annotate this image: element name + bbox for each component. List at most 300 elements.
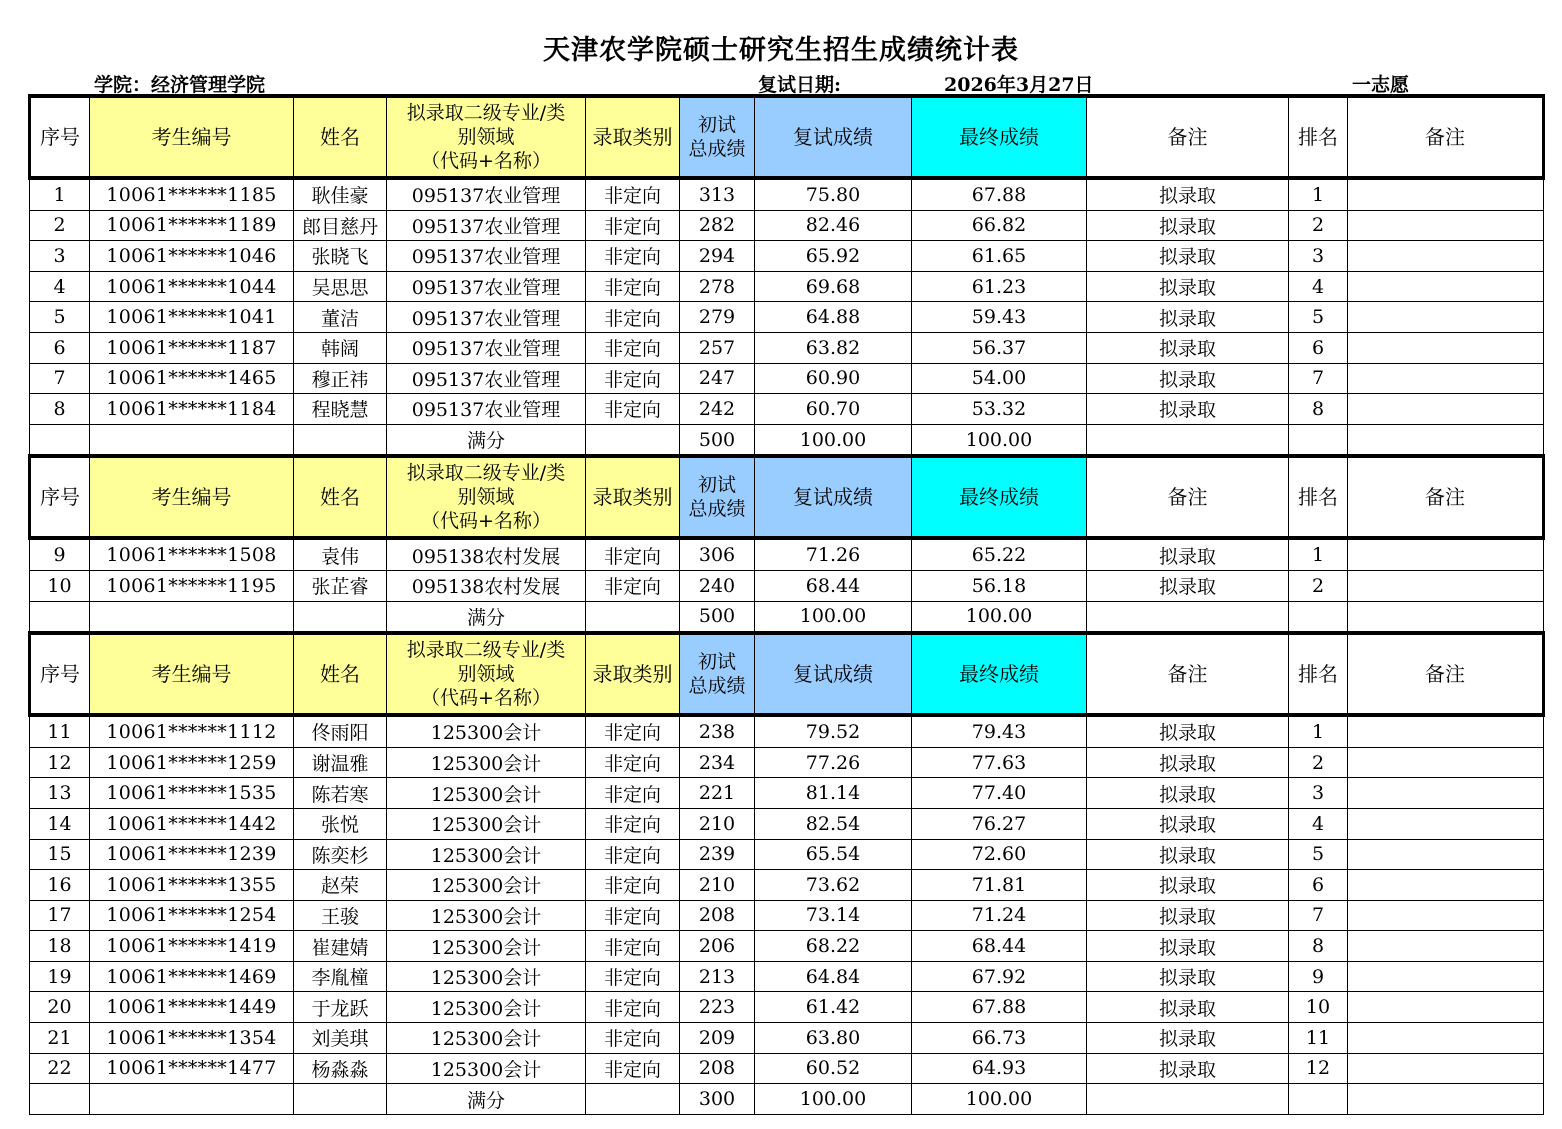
name-cell: 董洁 xyxy=(294,302,387,333)
header-final-text: 最终成绩 xyxy=(959,124,1039,149)
retest-score-cell: 60.70 xyxy=(755,394,912,425)
candidate-id-cell: 10061******1508 xyxy=(90,538,294,570)
header-admission-type xyxy=(586,456,680,538)
seq-cell: 13 xyxy=(30,778,90,809)
candidate-id-cell: 10061******1044 xyxy=(90,271,294,302)
admission-type-cell: 非定向 xyxy=(586,747,680,778)
full-score-retest-cell: 100.00 xyxy=(755,601,912,633)
remark-cell: 拟录取 xyxy=(1087,900,1289,931)
final-score-cell: 67.88 xyxy=(912,992,1087,1023)
empty-cell xyxy=(294,601,387,633)
table-row xyxy=(30,178,1544,210)
name-cell: 谢温雅 xyxy=(294,747,387,778)
initial-score-cell: 210 xyxy=(680,808,755,839)
header-init-line1: 初试 xyxy=(697,651,736,674)
final-score-cell: 77.40 xyxy=(912,778,1087,809)
header-specialty xyxy=(387,456,586,538)
empty-cell xyxy=(586,424,680,456)
specialty-cell: 125300会计 xyxy=(387,931,586,962)
initial-score-cell: 242 xyxy=(680,394,755,425)
candidate-id-cell: 10061******1535 xyxy=(90,778,294,809)
table-row xyxy=(30,870,1544,901)
header-candidate-id xyxy=(90,633,294,715)
admission-type-cell: 非定向 xyxy=(586,363,680,394)
remark-cell: 拟录取 xyxy=(1087,271,1289,302)
table-row xyxy=(30,241,1544,272)
remark2-cell xyxy=(1348,1053,1544,1084)
full-score-final-cell: 100.00 xyxy=(912,601,1087,633)
specialty-cell: 125300会计 xyxy=(387,992,586,1023)
header-rank-text: 排名 xyxy=(1298,484,1338,509)
initial-score-cell: 210 xyxy=(680,870,755,901)
college-label: 学院：经济管理学院 xyxy=(94,74,266,96)
page-title: 天津农学院硕士研究生招生成绩统计表 xyxy=(543,35,1019,66)
remark-cell: 拟录取 xyxy=(1087,961,1289,992)
empty-cell xyxy=(90,424,294,456)
header-row xyxy=(30,456,1544,538)
header-admission-type xyxy=(586,633,680,715)
header-candidate-id xyxy=(90,96,294,178)
table-row xyxy=(30,808,1544,839)
initial-score-cell: 278 xyxy=(680,271,755,302)
seq-cell: 19 xyxy=(30,961,90,992)
full-score-row xyxy=(30,424,1544,456)
table-row xyxy=(30,747,1544,778)
rank-cell: 8 xyxy=(1289,931,1348,962)
final-score-cell: 59.43 xyxy=(912,302,1087,333)
final-score-cell: 71.24 xyxy=(912,900,1087,931)
remark-cell: 拟录取 xyxy=(1087,1053,1289,1084)
empty-cell xyxy=(1348,1084,1544,1115)
empty-cell xyxy=(1348,424,1544,456)
name-cell: 张芷睿 xyxy=(294,570,387,601)
header-rank xyxy=(1289,456,1348,538)
remark-cell: 拟录取 xyxy=(1087,839,1289,870)
header-spec-line2: 别领域 xyxy=(457,486,515,509)
header-final-score xyxy=(912,96,1087,178)
header-name-text: 姓名 xyxy=(320,661,360,686)
remark2-cell xyxy=(1348,992,1544,1023)
seq-cell: 8 xyxy=(30,394,90,425)
remark-cell: 拟录取 xyxy=(1087,778,1289,809)
rank-cell: 7 xyxy=(1289,900,1348,931)
retest-score-cell: 63.82 xyxy=(755,332,912,363)
candidate-id-cell: 10061******1419 xyxy=(90,931,294,962)
rank-cell: 9 xyxy=(1289,961,1348,992)
admission-type-cell: 非定向 xyxy=(586,900,680,931)
name-cell: 耿佳豪 xyxy=(294,178,387,210)
candidate-id-cell: 10061******1046 xyxy=(90,241,294,272)
admission-type-cell: 非定向 xyxy=(586,961,680,992)
header-final-text: 最终成绩 xyxy=(959,484,1039,509)
empty-cell xyxy=(1348,601,1544,633)
retest-score-cell: 71.26 xyxy=(755,538,912,570)
header-remark xyxy=(1087,456,1289,538)
initial-score-cell: 240 xyxy=(680,570,755,601)
admission-type-cell: 非定向 xyxy=(586,778,680,809)
score-table xyxy=(28,94,1545,1115)
admission-type-cell: 非定向 xyxy=(586,931,680,962)
retest-date-value: 2026年3月27日 xyxy=(944,74,1094,96)
seq-cell: 2 xyxy=(30,210,90,241)
header-initial-score xyxy=(680,456,755,538)
remark2-cell xyxy=(1348,302,1544,333)
full-score-row xyxy=(30,601,1544,633)
empty-cell xyxy=(30,424,90,456)
rank-cell: 10 xyxy=(1289,992,1348,1023)
initial-score-cell: 306 xyxy=(680,538,755,570)
candidate-id-cell: 10061******1449 xyxy=(90,992,294,1023)
specialty-cell: 095137农业管理 xyxy=(387,178,586,210)
table-row xyxy=(30,778,1544,809)
name-cell: 郎目慈丹 xyxy=(294,210,387,241)
final-score-cell: 66.73 xyxy=(912,1023,1087,1054)
name-cell: 杨淼淼 xyxy=(294,1053,387,1084)
candidate-id-cell: 10061******1355 xyxy=(90,870,294,901)
empty-cell xyxy=(1289,1084,1348,1115)
name-cell: 袁伟 xyxy=(294,538,387,570)
header-name xyxy=(294,633,387,715)
seq-cell: 7 xyxy=(30,363,90,394)
full-score-init-cell: 500 xyxy=(680,424,755,456)
final-score-cell: 68.44 xyxy=(912,931,1087,962)
seq-cell: 1 xyxy=(30,178,90,210)
rank-cell: 6 xyxy=(1289,332,1348,363)
header-remark xyxy=(1087,633,1289,715)
table-row xyxy=(30,363,1544,394)
retest-score-cell: 60.90 xyxy=(755,363,912,394)
seq-cell: 17 xyxy=(30,900,90,931)
remark2-cell xyxy=(1348,778,1544,809)
remark2-cell xyxy=(1348,747,1544,778)
rank-cell: 4 xyxy=(1289,808,1348,839)
remark2-cell xyxy=(1348,808,1544,839)
seq-cell: 21 xyxy=(30,1023,90,1054)
initial-score-cell: 208 xyxy=(680,1053,755,1084)
remark-cell: 拟录取 xyxy=(1087,992,1289,1023)
empty-cell xyxy=(1289,424,1348,456)
table-row xyxy=(30,992,1544,1023)
remark2-cell xyxy=(1348,363,1544,394)
remark-cell: 拟录取 xyxy=(1087,808,1289,839)
remark-cell: 拟录取 xyxy=(1087,1023,1289,1054)
candidate-id-cell: 10061******1254 xyxy=(90,900,294,931)
admission-type-cell: 非定向 xyxy=(586,570,680,601)
header-row xyxy=(30,96,1544,178)
remark-cell: 拟录取 xyxy=(1087,302,1289,333)
rank-cell: 11 xyxy=(1289,1023,1348,1054)
header-remark-2 xyxy=(1348,456,1544,538)
initial-score-cell: 209 xyxy=(680,1023,755,1054)
seq-cell: 5 xyxy=(30,302,90,333)
name-cell: 韩阔 xyxy=(294,332,387,363)
retest-date-label: 复试日期: xyxy=(758,74,842,96)
empty-cell xyxy=(30,601,90,633)
candidate-id-cell: 10061******1189 xyxy=(90,210,294,241)
final-score-cell: 72.60 xyxy=(912,839,1087,870)
rank-cell: 8 xyxy=(1289,394,1348,425)
remark2-cell xyxy=(1348,900,1544,931)
name-cell: 程晓慧 xyxy=(294,394,387,425)
seq-cell: 18 xyxy=(30,931,90,962)
header-remark-2 xyxy=(1348,633,1544,715)
initial-score-cell: 206 xyxy=(680,931,755,962)
admission-type-cell: 非定向 xyxy=(586,394,680,425)
admission-type-cell: 非定向 xyxy=(586,808,680,839)
remark2-cell xyxy=(1348,839,1544,870)
empty-cell xyxy=(1087,1084,1289,1115)
admission-type-cell: 非定向 xyxy=(586,302,680,333)
header-seq-text: 序号 xyxy=(40,484,80,509)
admission-type-cell: 非定向 xyxy=(586,178,680,210)
rank-cell: 7 xyxy=(1289,363,1348,394)
table-row xyxy=(30,538,1544,570)
header-id-text: 考生编号 xyxy=(151,661,232,686)
remark-cell: 拟录取 xyxy=(1087,363,1289,394)
retest-score-cell: 60.52 xyxy=(755,1053,912,1084)
remark-cell: 拟录取 xyxy=(1087,241,1289,272)
header-seq xyxy=(30,96,90,178)
admission-type-cell: 非定向 xyxy=(586,538,680,570)
final-score-cell: 61.23 xyxy=(912,271,1087,302)
name-cell: 张悦 xyxy=(294,808,387,839)
table-row xyxy=(30,332,1544,363)
header-init-line2: 总成绩 xyxy=(688,498,746,521)
header-spec-line3: （代码+名称） xyxy=(421,687,551,710)
initial-score-cell: 257 xyxy=(680,332,755,363)
header-spec-line1: 拟录取二级专业/类 xyxy=(406,462,566,485)
full-score-label-cell: 满分 xyxy=(387,1084,586,1115)
retest-score-cell: 68.44 xyxy=(755,570,912,601)
final-score-cell: 65.22 xyxy=(912,538,1087,570)
header-name xyxy=(294,96,387,178)
header-rank-text: 排名 xyxy=(1298,124,1338,149)
rank-cell: 1 xyxy=(1289,538,1348,570)
final-score-cell: 79.43 xyxy=(912,715,1087,747)
seq-cell: 14 xyxy=(30,808,90,839)
header-row xyxy=(30,633,1544,715)
specialty-cell: 095137农业管理 xyxy=(387,302,586,333)
header-seq xyxy=(30,633,90,715)
remark-cell: 拟录取 xyxy=(1087,538,1289,570)
candidate-id-cell: 10061******1187 xyxy=(90,332,294,363)
name-cell: 崔建婧 xyxy=(294,931,387,962)
specialty-cell: 095138农村发展 xyxy=(387,570,586,601)
header-seq xyxy=(30,456,90,538)
remark2-cell xyxy=(1348,538,1544,570)
specialty-cell: 095137农业管理 xyxy=(387,332,586,363)
initial-score-cell: 279 xyxy=(680,302,755,333)
remark-cell: 拟录取 xyxy=(1087,931,1289,962)
table-body xyxy=(30,96,1544,1114)
specialty-cell: 125300会计 xyxy=(387,1023,586,1054)
admission-type-cell: 非定向 xyxy=(586,1023,680,1054)
remark2-cell xyxy=(1348,271,1544,302)
initial-score-cell: 239 xyxy=(680,839,755,870)
rank-cell: 2 xyxy=(1289,210,1348,241)
final-score-cell: 64.93 xyxy=(912,1053,1087,1084)
header-init-line1: 初试 xyxy=(697,474,736,497)
header-remark xyxy=(1087,96,1289,178)
final-score-cell: 67.92 xyxy=(912,961,1087,992)
candidate-id-cell: 10061******1195 xyxy=(90,570,294,601)
name-cell: 穆正祎 xyxy=(294,363,387,394)
rank-cell: 5 xyxy=(1289,302,1348,333)
remark2-cell xyxy=(1348,870,1544,901)
seq-cell: 10 xyxy=(30,570,90,601)
name-cell: 陈若寒 xyxy=(294,778,387,809)
header-initial-score xyxy=(680,96,755,178)
name-cell: 刘美琪 xyxy=(294,1023,387,1054)
retest-score-cell: 73.14 xyxy=(755,900,912,931)
header-remark2-text: 备注 xyxy=(1425,124,1465,149)
initial-score-cell: 213 xyxy=(680,961,755,992)
table-row xyxy=(30,839,1544,870)
header-spec-line1: 拟录取二级专业/类 xyxy=(406,639,566,662)
header-name-text: 姓名 xyxy=(320,124,360,149)
header-spec-line1: 拟录取二级专业/类 xyxy=(406,102,566,124)
retest-score-cell: 82.54 xyxy=(755,808,912,839)
header-spec-line2: 别领域 xyxy=(457,663,515,686)
header-candidate-id xyxy=(90,456,294,538)
header-admission-type xyxy=(586,96,680,178)
retest-score-cell: 61.42 xyxy=(755,992,912,1023)
header-specialty xyxy=(387,633,586,715)
remark-cell: 拟录取 xyxy=(1087,394,1289,425)
remark2-cell xyxy=(1348,961,1544,992)
remark2-cell xyxy=(1348,332,1544,363)
candidate-id-cell: 10061******1259 xyxy=(90,747,294,778)
empty-cell xyxy=(586,601,680,633)
empty-cell xyxy=(294,424,387,456)
header-init-line1: 初试 xyxy=(697,114,736,136)
specialty-cell: 095137农业管理 xyxy=(387,394,586,425)
header-retest-text: 复试成绩 xyxy=(793,124,873,149)
remark2-cell xyxy=(1348,241,1544,272)
volunteer-label: 一志愿 xyxy=(1352,74,1410,96)
final-score-cell: 61.65 xyxy=(912,241,1087,272)
seq-cell: 12 xyxy=(30,747,90,778)
seq-cell: 15 xyxy=(30,839,90,870)
table-row xyxy=(30,931,1544,962)
specialty-cell: 095137农业管理 xyxy=(387,241,586,272)
initial-score-cell: 234 xyxy=(680,747,755,778)
admission-type-cell: 非定向 xyxy=(586,870,680,901)
header-remark2-text: 备注 xyxy=(1425,484,1465,509)
remark2-cell xyxy=(1348,1023,1544,1054)
header-rank-text: 排名 xyxy=(1298,661,1338,686)
candidate-id-cell: 10061******1442 xyxy=(90,808,294,839)
name-cell: 陈奕杉 xyxy=(294,839,387,870)
seq-cell: 3 xyxy=(30,241,90,272)
specialty-cell: 125300会计 xyxy=(387,778,586,809)
rank-cell: 1 xyxy=(1289,715,1348,747)
candidate-id-cell: 10061******1239 xyxy=(90,839,294,870)
table-row xyxy=(30,1053,1544,1084)
empty-cell xyxy=(90,1084,294,1115)
specialty-cell: 125300会计 xyxy=(387,870,586,901)
specialty-cell: 125300会计 xyxy=(387,747,586,778)
initial-score-cell: 294 xyxy=(680,241,755,272)
table-row xyxy=(30,394,1544,425)
final-score-cell: 71.81 xyxy=(912,870,1087,901)
empty-cell xyxy=(1289,601,1348,633)
remark2-cell xyxy=(1348,394,1544,425)
final-score-cell: 54.00 xyxy=(912,363,1087,394)
rank-cell: 6 xyxy=(1289,870,1348,901)
seq-cell: 22 xyxy=(30,1053,90,1084)
full-score-label-cell: 满分 xyxy=(387,424,586,456)
seq-cell: 9 xyxy=(30,538,90,570)
specialty-cell: 125300会计 xyxy=(387,900,586,931)
header-remark-2 xyxy=(1348,96,1544,178)
specialty-cell: 095137农业管理 xyxy=(387,271,586,302)
remark2-cell xyxy=(1348,931,1544,962)
candidate-id-cell: 10061******1354 xyxy=(90,1023,294,1054)
empty-cell xyxy=(1087,424,1289,456)
full-score-label-cell: 满分 xyxy=(387,601,586,633)
initial-score-cell: 313 xyxy=(680,178,755,210)
full-score-init-cell: 300 xyxy=(680,1084,755,1115)
initial-score-cell: 282 xyxy=(680,210,755,241)
initial-score-cell: 208 xyxy=(680,900,755,931)
final-score-cell: 67.88 xyxy=(912,178,1087,210)
remark2-cell xyxy=(1348,715,1544,747)
header-retest-text: 复试成绩 xyxy=(793,661,873,686)
header-init-line2: 总成绩 xyxy=(688,138,746,160)
retest-score-cell: 65.92 xyxy=(755,241,912,272)
seq-cell: 4 xyxy=(30,271,90,302)
name-cell: 吴思思 xyxy=(294,271,387,302)
header-initial-score xyxy=(680,633,755,715)
empty-cell xyxy=(1087,601,1289,633)
final-score-cell: 53.32 xyxy=(912,394,1087,425)
header-remark-text: 备注 xyxy=(1167,124,1208,149)
header-final-score xyxy=(912,456,1087,538)
retest-score-cell: 64.88 xyxy=(755,302,912,333)
remark-cell: 拟录取 xyxy=(1087,747,1289,778)
table-row xyxy=(30,715,1544,747)
final-score-cell: 66.82 xyxy=(912,210,1087,241)
empty-cell xyxy=(90,601,294,633)
header-init-line2: 总成绩 xyxy=(688,675,746,698)
seq-cell: 16 xyxy=(30,870,90,901)
specialty-cell: 095137农业管理 xyxy=(387,363,586,394)
name-cell: 于龙跃 xyxy=(294,992,387,1023)
header-id-text: 考生编号 xyxy=(151,484,232,509)
seq-cell: 20 xyxy=(30,992,90,1023)
admission-type-cell: 非定向 xyxy=(586,271,680,302)
name-cell: 赵荣 xyxy=(294,870,387,901)
retest-score-cell: 65.54 xyxy=(755,839,912,870)
header-specialty xyxy=(387,96,586,178)
header-remark-text: 备注 xyxy=(1167,661,1208,686)
full-score-retest-cell: 100.00 xyxy=(755,424,912,456)
remark-cell: 拟录取 xyxy=(1087,570,1289,601)
candidate-id-cell: 10061******1465 xyxy=(90,363,294,394)
specialty-cell: 125300会计 xyxy=(387,808,586,839)
remark-cell: 拟录取 xyxy=(1087,178,1289,210)
initial-score-cell: 238 xyxy=(680,715,755,747)
remark2-cell xyxy=(1348,178,1544,210)
header-remark2-text: 备注 xyxy=(1425,661,1465,686)
name-cell: 李胤橦 xyxy=(294,961,387,992)
remark2-cell xyxy=(1348,570,1544,601)
header-spec-line2: 别领域 xyxy=(457,126,515,148)
admission-type-cell: 非定向 xyxy=(586,1053,680,1084)
retest-score-cell: 73.62 xyxy=(755,870,912,901)
header-retest-score xyxy=(755,96,912,178)
